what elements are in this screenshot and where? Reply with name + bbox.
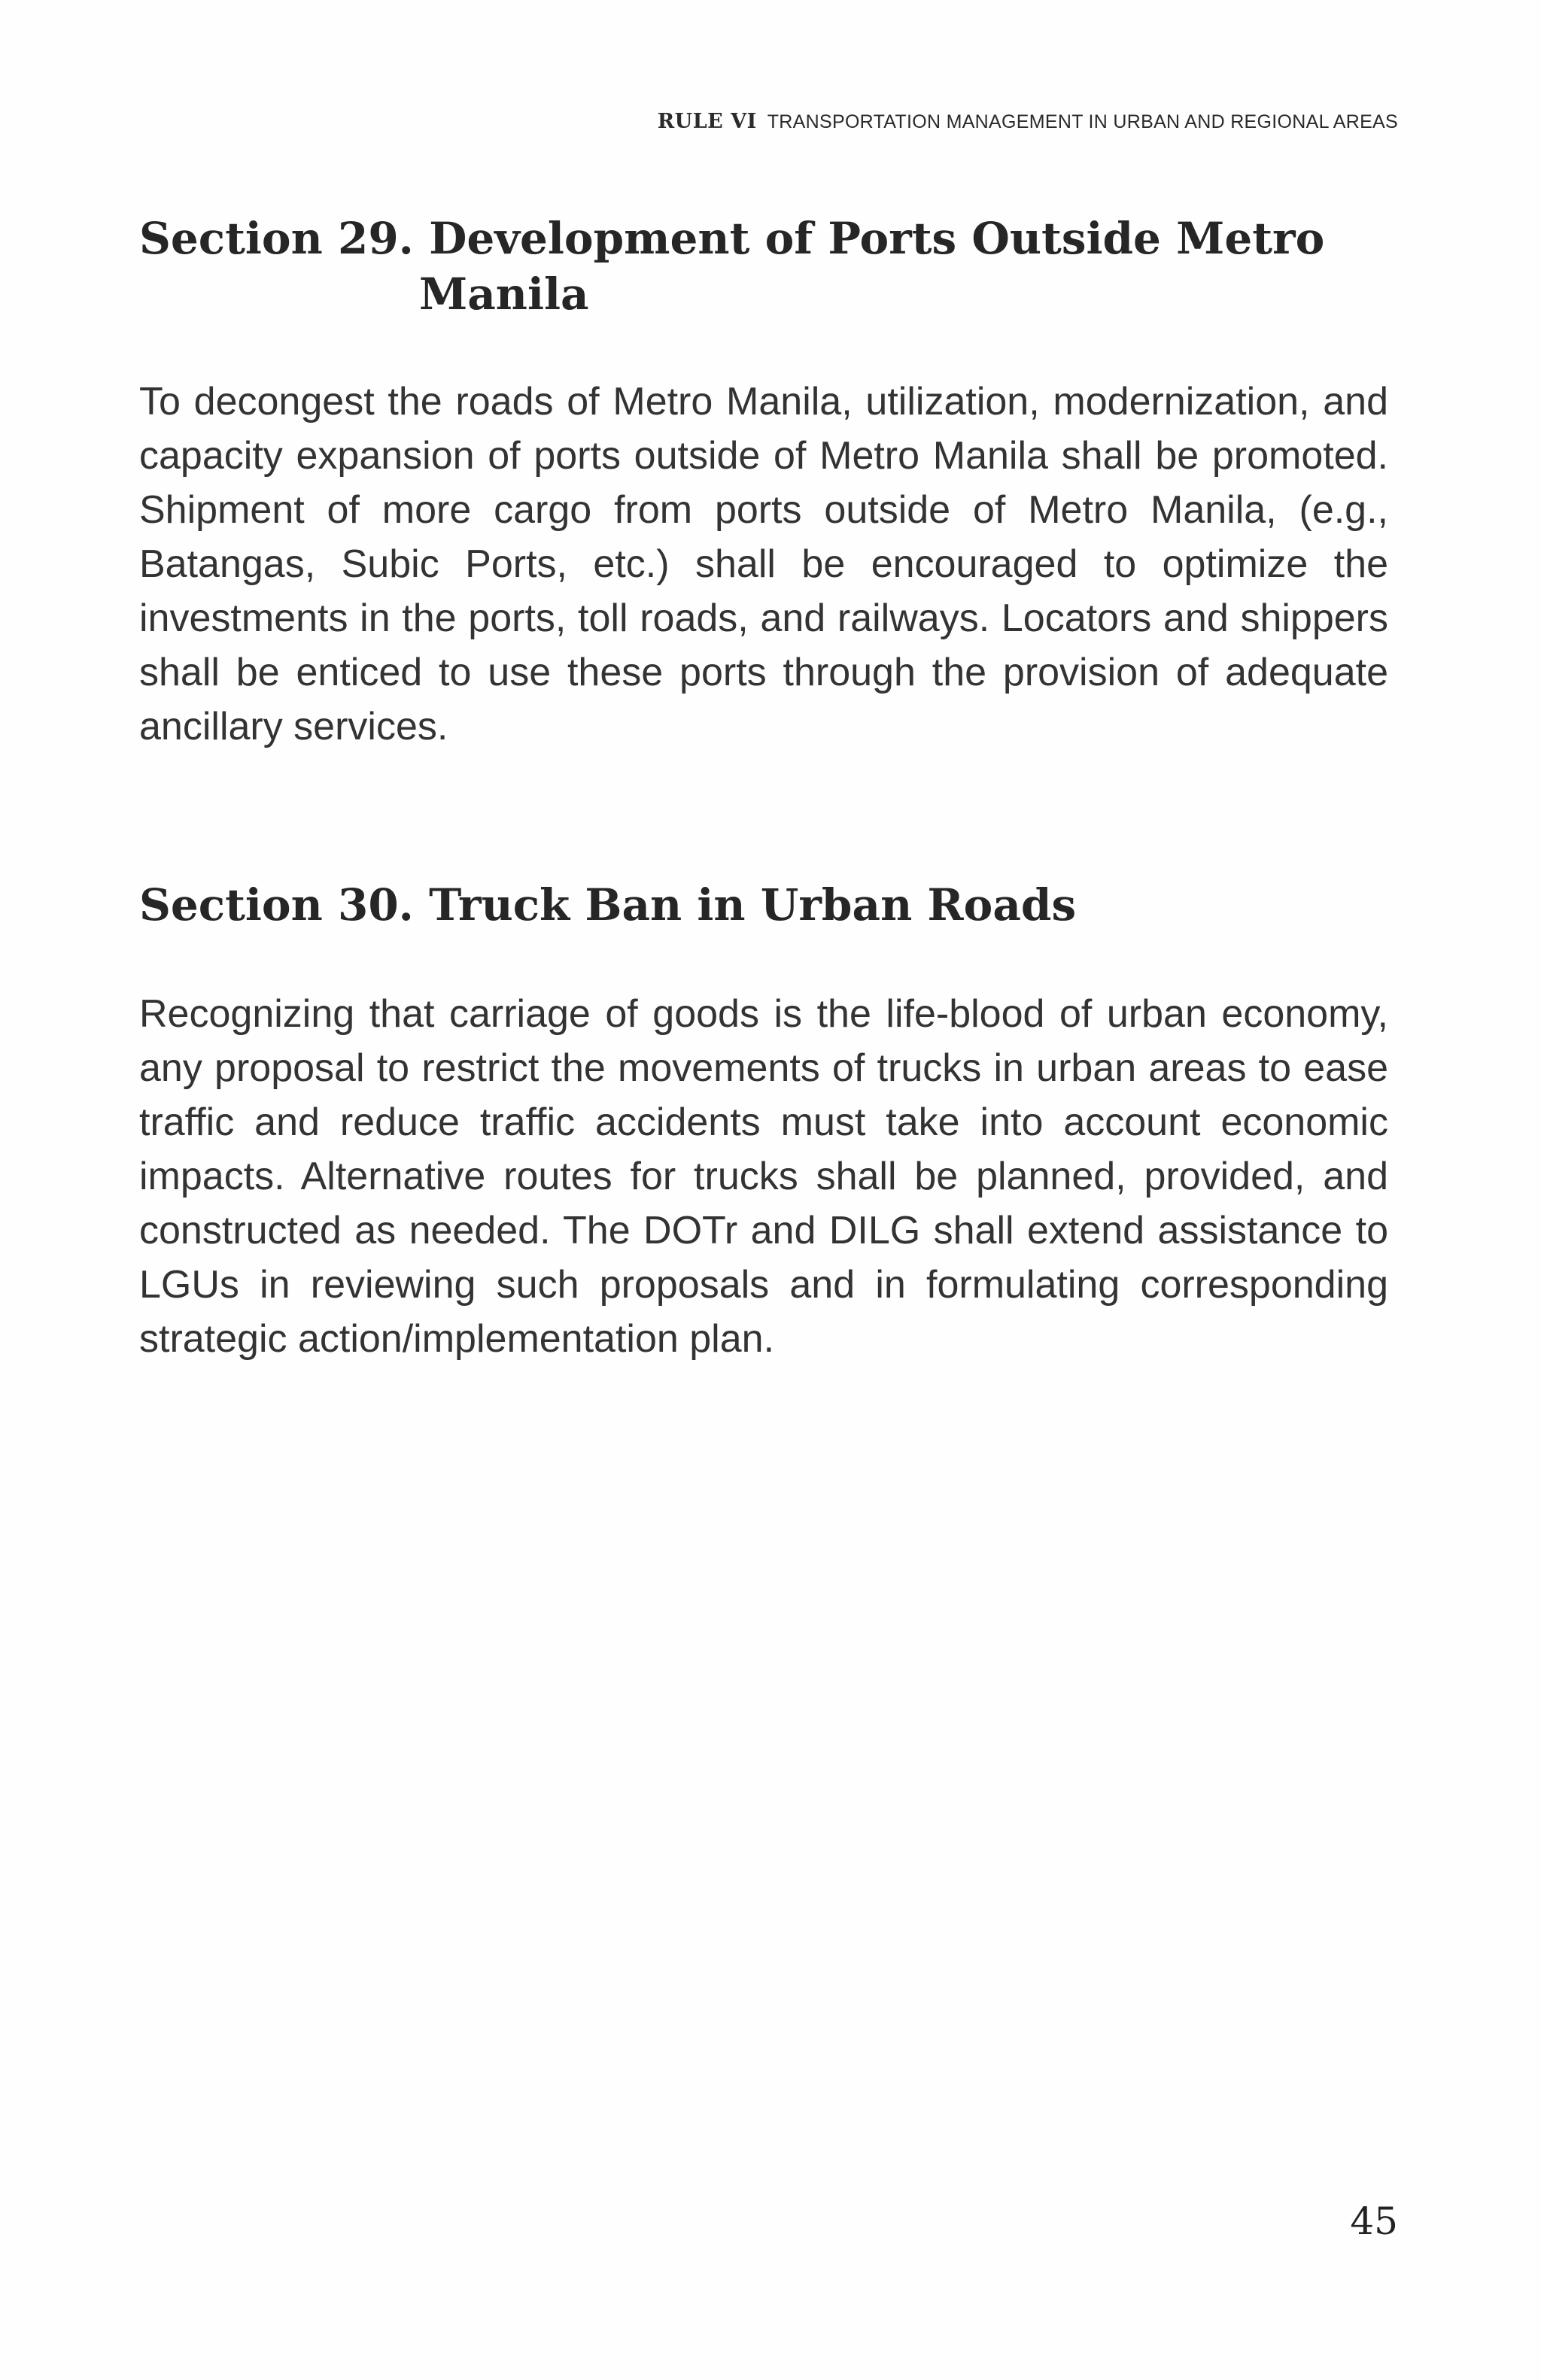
header-chapter-title: TRANSPORTATION MANAGEMENT IN URBAN AND REGIONAL AREAS [767, 111, 1398, 132]
section-29-body: To decongest the roads of Metro Manila, utilization, modernization, and capacity expansion of ports outside of Metro Manila shall be promoted. Shipment of more cargo from ports outside of Metro Manila, (e.g., Batangas, Subic Ports, etc.) shall be encouraged to optimize the investments in the ports, toll roads, and railways. Locators and shippers shall be enticed to use these ports through the provision of adequate ancillary services. [139, 380, 1388, 748]
section-29 [139, 211, 1388, 754]
section-30-title: Section 30. Truck Ban in Urban Roads [139, 879, 1077, 930]
section-30 [139, 877, 1388, 1366]
section-30-body: Recognizing that carriage of goods is the life-blood of urban economy, any proposal to restrict the movements of trucks in urban areas to ease traffic and reduce traffic accidents must take into account economic impacts. Alternative routes for trucks shall be planned, provided, and constructed as needed. The DOTr and DILG shall extend assistance to LGUs in reviewing such proposals and in formulating corresponding strategic action/implementation plan. [139, 992, 1388, 1361]
page-number: 45 [1350, 2199, 1398, 2243]
running-header [658, 110, 1398, 133]
section-29-title: Section 29. Development of Ports Outside Metro Manila [139, 213, 1325, 320]
header-rule-label: RULE VI [657, 110, 757, 133]
